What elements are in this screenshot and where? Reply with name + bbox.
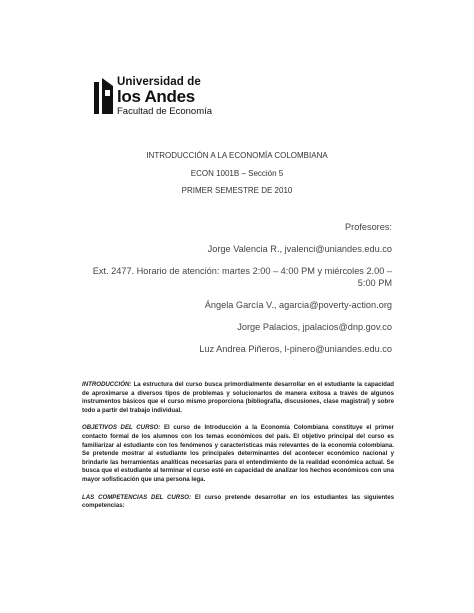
semester: PRIMER SEMESTRE DE 2010: [181, 186, 293, 195]
objectives-paragraph: [82, 424, 394, 484]
professor-line: Luz Andrea Piñeros, l-pinero@uniandes.edu.co: [199, 344, 392, 354]
course-code: ECON 1001B – Sección 5: [190, 169, 284, 178]
competencies-paragraph: [82, 494, 394, 511]
objectives-text: El curso de Introducción a la Economía Colombiana constituye el primer contacto formal de los alumnos con los temas económicos del país. El objetivo principal del curso es familiarizar al estudiante con los fenómenos y características más relevantes de la economía colombiana. Se pretende mostrar al estudiante los principales determinantes del acontecer económico nacional y brindarle las herramientas analíticas necesarias para el entendimiento de la realidad económica actual. Se busca que el estudiante al terminar el curso esté en capacidad de analizar los hechos económicos con una mayor sofisticación que una persona lega.: [82, 424, 394, 483]
professors-heading: Profesores:: [345, 222, 392, 232]
intro-text: La estructura del curso busca primordialmente desarrollar en el estudiante la capacidad de aproximarse a diversos tipos de problemas y solucionarlos de manera exitosa a través de algunos instrumentos básicos que el curso mismo proporciona (bibliografía, discusiones, clase magistral) y sobre todo a partir del trabajo individual.: [82, 381, 394, 414]
objectives-lead: OBJETIVOS DEL CURSO:: [82, 424, 161, 432]
competencies-lead: LAS COMPETENCIAS DEL CURSO:: [82, 493, 192, 501]
body-paragraphs: [82, 381, 394, 520]
logo-text: [117, 76, 212, 117]
university-seal-icon: [93, 76, 115, 116]
professor-line: Jorge Valencia R., jvalenci@uniandes.edu.co: [207, 244, 392, 254]
competencies-text: El curso pretende desarrollar en los estudiantes las siguientes competencias:: [82, 493, 394, 510]
office-hours-line: Ext. 2477. Horario de atención: martes 2:00 – 4:00 PM y miércoles 2.00 –: [92, 266, 392, 276]
university-logo: [93, 76, 213, 120]
office-hours-line-cont: 5:00 PM: [357, 278, 392, 288]
logo-university-de: Universidad de: [117, 76, 201, 88]
logo-los-andes: los Andes: [117, 87, 195, 106]
logo-faculty: Facultad de Economía: [117, 106, 213, 117]
intro-paragraph: [82, 381, 394, 415]
intro-lead: INTRODUCCIÓN:: [82, 381, 132, 388]
professors-block: [52, 221, 392, 365]
course-title: INTRODUCCIÓN A LA ECONOMÍA COLOMBIANA: [146, 151, 328, 160]
professor-line: Jorge Palacios, jpalacios@dnp.gov.co: [237, 322, 392, 332]
professor-line: Ángela García V., agarcia@poverty-action.org: [204, 300, 392, 310]
